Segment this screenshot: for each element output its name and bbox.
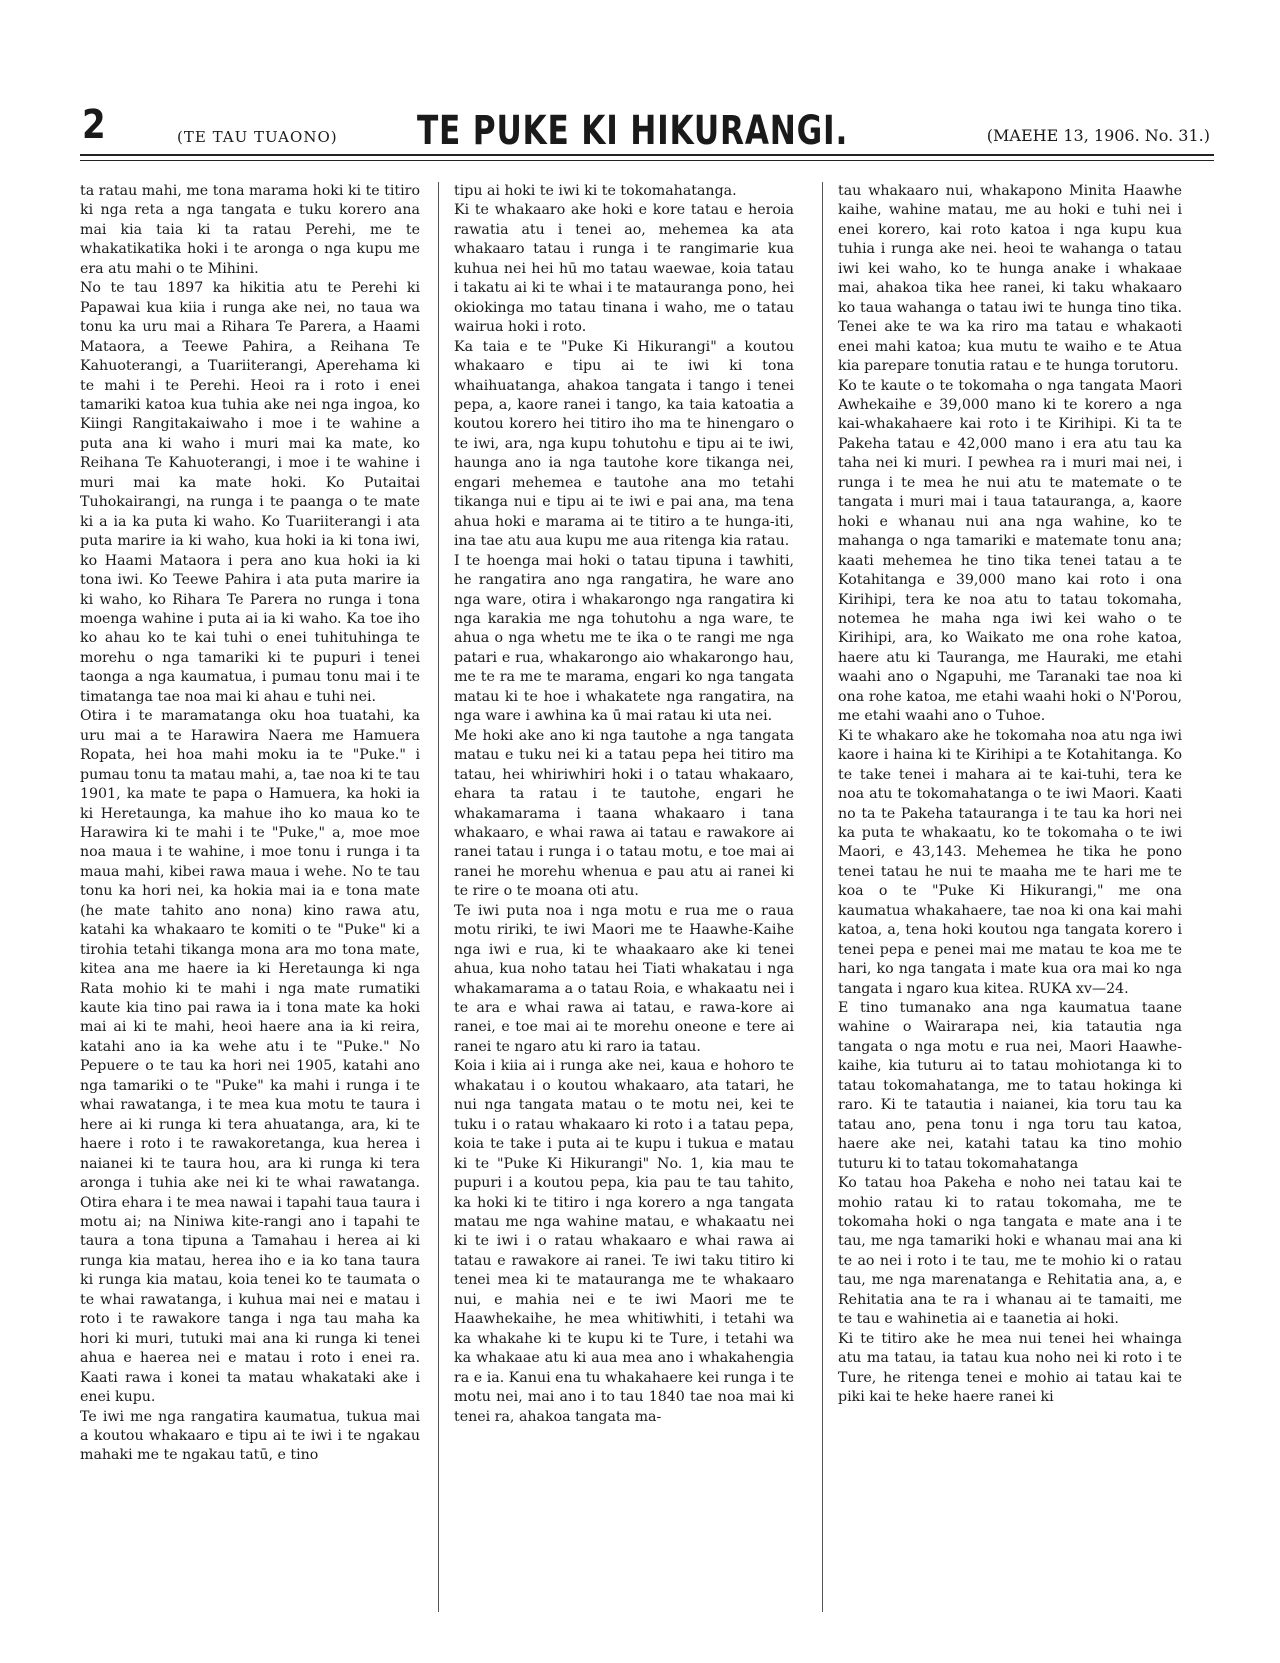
column-2: tipu ai hoki te iwi ki te tokomahatanga. Ki te whakaaro ake hoki e kore tatau e heroia rawatia atu i tenei ao, mehemea ka ata whakaaro tatau i runga i te rangimarie kua kuhua nei hei hū mo tatau waewae, koia tatau i takatu ai ki te whai i te matauranga pono, hei okiokinga mo tatau tinana i waho, me o tatau wairua hoki i roto. Ka taia e te "Puke Ki Hikurangi" a koutou whakaaro e tipu ai te iwi ki tona whaihuatanga, ahakoa tangata i tango i tenei pepa, a, kaore ranei i tango, ka taia katoatia a koutou korero hei titiro iho ma te hinengaro o te iwi, ara, nga kupu tohutohu e tipu ai te iwi, haunga ano ia nga tautohe kore tikanga nei, engari mehemea e tautohe ana mo tetahi tikanga nui e tipu ai te iwi e pai ana, ma tena ahua hoki e marama ai te titiro a te hunga-iti, ina tae atu aua kupu me aua ritenga kia ratau. I te hoenga mai hoki o tatau tipuna i tawhiti, he rangatira ano nga rangatira, he ware ano nga ware, otira i whakarongo nga rangatira ki nga karakia me nga tohutohu a nga ware, te ahua o nga whetu me te ika o te rangi me nga patari e rua, whakarongo aio whakarongo hau, me te ra me te marama, engari ko nga tangata matau ki te hoe i whakatete nga rangatira, na nga ware i awhina ka ū mai ratau ki uta nei. Me hoki ake ano ki nga tautohe a nga tangata matau e tuku nei ki a tatau pepa hei titiro ma tatau, hei whiriwhiri hoki i o tatau whakaaro, ehara ta ratau i te tautohe, engari he whakamarama i taana whakaaro i tana whakaaro, e whai rawa ai tatau e rawakore ai ranei tatau i runga i o tatau motu, e toe mai ai ranei he morehu whenua e pau atu ai ranei ki te rire o te moana oti atu. Te iwi puta noa i nga motu e rua me o raua motu ririki, te iwi Maori me te Haawhe-Kaihe nga iwi e rua, ki te whaakaaro ake ki tenei ahua, kua noho tatau hei Tiati whakatau i nga whakamarama a o tatau Roia, e whakaatu nei i te ara e whai rawa ai tatau, e rawa-kore ai ranei, e toe mai ai te morehu oneone e tere ai ranei te ngaro atu ki raro ia tatau. Koia i kiia ai i runga ake nei, kaua e hohoro te whakatau i o koutou whakaaro, ata tatari, he nui nga tangata matau o te motu nei, kei te tuku i o ratau whakaaro ki roto i a tatau pepa, koia te take i puta ai te kupu i tukua e matau ki te "Puke Ki Hikurangi" No. 1, kia mau te pupuri i a koutou pepa, kia pau te tau tahito, ka hoki ki te titiro i nga korero a nga tangata matau me nga wahine matau, e whakaatu nei ki te iwi i o ratau whakaaro e whai rawa ai tatau e rawakore ai ranei. Te iwi taku titiro ki tenei mea ki te matauranga me te whakaaro nui, e mahia nei e te iwi Maori me te Haawhekaihe, he mea whitiwhiti, i tetahi wa ka whakahe ki te kupu ki te Ture, i tetahi wa ka whakaae atu ki aua mea ano i whakahengia ra e ia. Kanui ena tu whakahaere kei runga i te motu nei, mai ano i to tau 1840 tae noa mai ki tenei ra, ahakoa tangata ma-	[454, 183, 794, 1425]
column-divider	[822, 182, 823, 1612]
issue-date: (MAEHE 13, 1906. No. 31.)	[986, 126, 1210, 145]
page-number: 2	[82, 102, 106, 148]
masthead	[82, 102, 1210, 154]
volume-label: (TE TAU TUAONO)	[177, 128, 338, 146]
newspaper-title: TE PUKE KI HIKURANGI.	[417, 108, 849, 154]
masthead-rule-thick	[80, 154, 1214, 156]
masthead-rule-thin	[80, 160, 1214, 161]
column-3: tau whakaaro nui, whakapono Minita Haawhe kaihe, wahine matau, me au hoki e tuhi nei i enei korero, kai roto katoa i nga kupu kua tuhia i runga ake nei. heoi te wahanga o tatau iwi kei waho, ko te hunga anake i whakaae mai, ahakoa tika hee ranei, ki taku whakaaro ko taua wahanga o tatau iwi te hunga tino tika. Tenei ake te wa ka riro ma tatau e whakaoti enei mahi katoa; kua mutu te waiho e te Atua kia parepare tonutia ratau e te hunga torutoru. Ko te kaute o te tokomaha o nga tangata Maori Awhekaihe e 39,000 mano ki te korero a nga kai-whakahaere kai roto i te Kirihipi. Ki ta te Pakeha tatau e 42,000 mano i era atu tau ka taha nei ki muri. I pewhea ra i muri mai nei, i runga i te mea he nui atu te matemate o te tangata i muri mai i taua tatauranga, a, kaore hoki e whanau nui ana nga wahine, ko te mahanga o nga tamariki e matemate tonu ana; kaati mehemea he tino tika tenei tatau a te Kotahitanga e 39,000 mano kai roto i ona Kirihipi, tera ke noa atu to tatau tokomaha, notemea he maha nga iwi kei waho o te Kirihipi, ara, ko Waikato me ona rohe katoa, haere atu ki Tauranga, me Hauraki, me etahi waahi ano o Ngapuhi, me Taranaki tae noa ki ona rohe katoa, me etahi waahi hoki o N'Porou, me etahi waahi ano o Tuhoe. Ki te whakaro ake he tokomaha noa atu nga iwi kaore i haina ki te Kirihipi a te Kotahitanga. Ko te take tenei i mahara ai te kai-tuhi, tera ke noa atu te tokomahatanga o te iwi Maori. Kaati no ta te Pakeha tatauranga i te tau ka hori nei ka puta te whakaatu, ko te tokomaha o te iwi Maori, e 43,143. Mehemea he tika he pono tenei tatau he nui te maaha me te hari me te koa o te "Puke Ki Hikurangi," me ona kaumatua whakahaere, tae noa ki ona kai mahi katoa, a, tena hoki koutou nga tangata korero i tenei pepa e penei mai me matau te koa me te hari, ko nga tangata i mate kua ora mai ko nga tangata i ngaro kua kitea. RUKA xv—24. E tino tumanako ana nga kaumatua taane wahine o Wairarapa nei, kia tatautia nga tangata o nga motu e rua nei, Maori Haawhe-kaihe, kia tuturu ai to tatau mohiotanga ki to tatau tokomahatanga, me to tatau hokinga ki raro. Ki te tatautia i naianei, kia toru tau ka tatau ano, pena tonu i nga toru tau katoa, haere ake nei, katahi tatau ka tino mohio tuturu ki to tatau tokomahatanga Ko tatau hoa Pakeha e noho nei tatau kai te mohio ratau ki to ratau tokomaha, me te tokomaha hoki o nga tangata e mate ana i te tau, me nga tamariki hoki e whanau mai ana ki te ao nei i roto i te tau, me te mohio ki o ratau tau, me nga marenatanga e Rehitatia ana, a, e Rehitatia ana te ra i whanau ai te tamaiti, me te tau e wahinetia ai e taanetia ai hoki. Ki te titiro ake he mea nui tenei hei whainga atu ma tatau, ia tatau kua noho nei ki roto i te Ture, he ritenga tenei e mohio ai tatau kai te piki kai te heke haere ranei ki	[838, 183, 1182, 1406]
column-divider	[438, 182, 439, 1612]
column-1: ta ratau mahi, me tona marama hoki ki te titiro ki nga reta a nga tangata e tuku korero ana mai kia taia ki ta ratau Perehi, me te whakatikatika hoki i te aronga o nga kupu me era atu mahi o te Mihini. No te tau 1897 ka hikitia atu te Perehi ki Papawai kua kiia i runga ake nei, no taua wa tonu ka uru mai a Rihara Te Parera, a Haami Mataora, a Teewe Pahira, a Reihana Te Kahuoterangi, a Tuariiterangi, Aperehama ki te mahi i te Perehi. Heoi ra i roto i enei tamariki katoa kua tuhia ake nei nga ingoa, ko Kiingi Rangitakaiwaho i moe i te wahine a puta ana ki waho i muri mai ka mate, ko Reihana Te Kahuoterangi, i moe i te wahine i muri mai ka mate hoki. Ko Putaitai Tuhokairangi, na runga i te paanga o te mate ki a ia ka puta ki waho. Ko Tuariiterangi i ata puta marire ia ki waho, kua hoki ia ki tona iwi, ko Haami Mataora i pera ano kua hoki ia ki tona iwi. Ko Teewe Pahira i ata puta marire ia ki waho, ko Rihara Te Parera no runga i tona moenga wahine i puta ai ia ki waho. Ka toe iho ko ahau ko te kai tuhi o enei tuhituhinga te morehu o nga tamariki ki te pupuri i tenei taonga a nga kaumatua, i pumau tonu mai i te timatanga tae noa mai ki ahau e tuhi nei. Otira i te maramatanga oku hoa tuatahi, ka uru mai a te Harawira Naera me Hamuera Ropata, hei hoa mahi moku ia te "Puke." i pumau tonu ta matau mahi, a, tae noa ki te tau 1901, ka mate te papa o Hamuera, ka hoki ia ki Heretaunga, ka mahue iho ko maua ko te Harawira ki te mahi i te "Puke," a, moe moe noa maua i te wahine, i moe tonu i runga i ta maua mahi, kibei rawa maua i wehe. No te tau tonu ka hori nei, ka hokia mai ia e tona mate (he mate tahito ano nona) kino rawa atu, katahi ka whakaaro te komiti o te "Puke" ki a tirohia tetahi tikanga mona ara mo tona mate, kitea ana me haere ia ki Heretaunga ki nga Rata mohio ki te mahi i nga mate rumatiki kaute kia tino pai rawa ia i tona mate ka hoki mai ai ki te mahi, heoi haere ana ia ki reira, katahi ano ia ka wehe atu i te "Puke." No Pepuere o te tau ka hori nei 1905, katahi ano nga tamariki o te "Puke" ka mahi i runga i te whai rawatanga, i te mea kua motu te taura i here ai ki runga ki tera ahuatanga, ara, ki te haere i roto i te rawakoretanga, kua herea i naianei ki te taura hou, ara ki runga ki tera aronga i tuhia ake nei ki te whai rawatanga. Otira ehara i te mea nawai i tapahi taua taura i motu ai; na Niniwa kite-rangi ano i tapahi te taura a tona tipuna a Tamahau i herea ai ki runga kia matau, herea iho e ia ko tana taura ki runga kia matau, koia tenei ko te taumata o te whai rawatanga, i kuhua mai nei e matau i roto i te rawakore tanga i nga tau maha ka hori ki muri, tutuki mai ana ki runga ki tenei ahua e haerea nei e matau i roto i enei ra. Kaati rawa i konei ta matau whakataki ake i enei kupu. Te iwi me nga rangatira kaumatua, tukua mai a koutou whakaaro e tipu ai te iwi i te ngakau mahaki me te ngakau tatū, e tino	[80, 183, 420, 1464]
